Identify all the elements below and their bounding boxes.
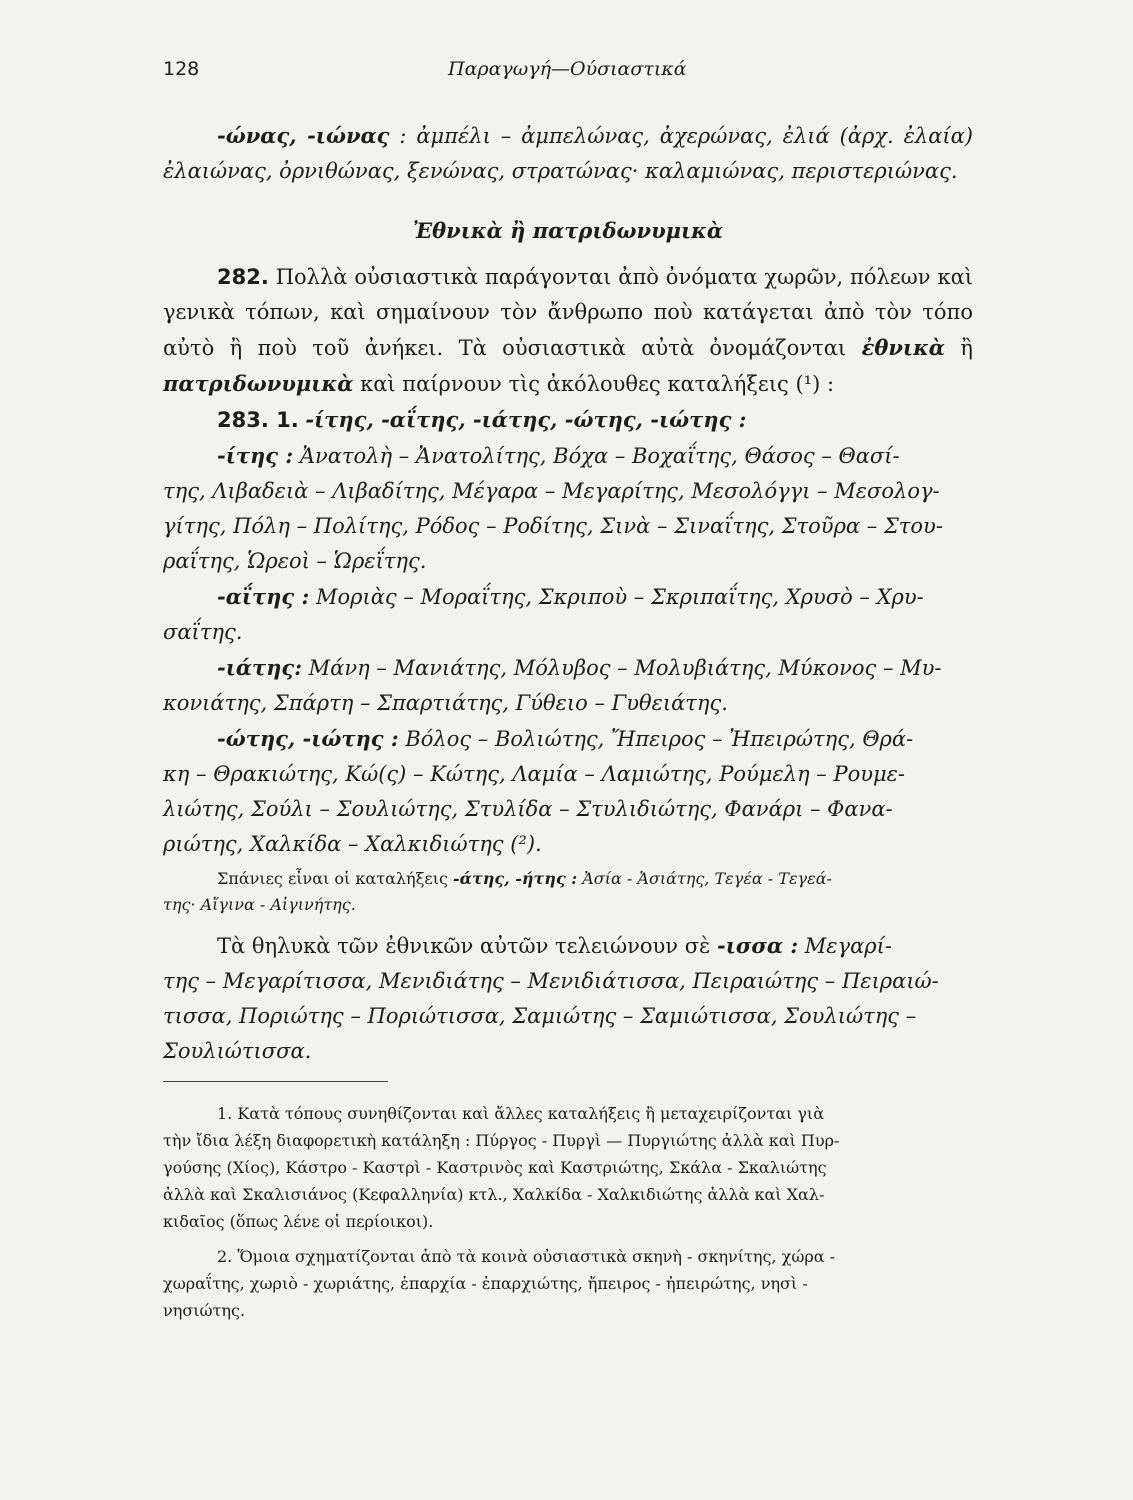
paragraph-number: 282. (217, 265, 269, 289)
iatis-block (163, 650, 973, 721)
footnote-line: τὴν ἴδια λέξη διαφορετικὴ κατάληξη : Πύργος - Πυργὶ — Πυργιώτης ἀλλὰ καὶ Πυρ- (163, 1131, 840, 1150)
paragraph-text-end: καὶ παίρνουν τὶς ἀκόλουθες καταλήξεις (¹) : (360, 372, 835, 396)
paragraph-283 (163, 402, 973, 438)
section-heading: Ἐθνικὰ ἢ πατριδωνυμικὰ (412, 218, 724, 243)
page-body (163, 118, 973, 1324)
footnote-line: 1. Κατὰ τόπους συνηθίζονται καὶ ἄλλες καταλήξεις ἢ μεταχειρίζονται γιὰ (217, 1104, 825, 1123)
example-line: Μοριὰς – Μοραΐτης, Σκριποὺ – Σκριπαΐτης, Χρυσὸ – Χρυ- (315, 585, 924, 609)
intro-suffix: -ώνας, -ιώνας (217, 123, 390, 148)
rare-suffix-note (163, 866, 973, 918)
example-line: Σουλιώτισσα. (163, 1039, 312, 1063)
suffix-label: -ίτης : (217, 443, 294, 468)
footnote-line: νησιώτης. (163, 1301, 246, 1320)
note-examples-cont: της· Αἴγινα - Αἰγινήτης. (163, 895, 356, 914)
feminine-suffix: -ισσα : (717, 933, 799, 958)
example-line: της, Λιβαδειὰ – Λιβαδίτης, Μέγαρα – Μεγαρίτης, Μεσολόγγι – Μεσολογ- (163, 479, 940, 503)
footnote-line: 2. Ὅμοια σχηματίζονται ἀπὸ τὰ κοινὰ οὐσιαστικὰ σκηνὴ - σκηνίτης, χώρα - (217, 1247, 836, 1266)
example-line: Ἀνατολὴ – Ἀνατολίτης, Βόχα – Βοχαΐτης, Θάσος – Θασί- (299, 444, 900, 468)
footnote-divider (163, 1081, 388, 1082)
aitis-block (163, 579, 973, 650)
itis-block (163, 438, 973, 579)
suffix-label: -αΐτης : (217, 584, 310, 609)
page-header (163, 58, 973, 88)
note-examples: Ἀσία - Ἀσιάτης, Τεγέα - Τεγεά- (582, 869, 832, 888)
intro-paragraph (163, 118, 973, 189)
paragraph-text: Πολλὰ οὐσιαστικὰ παράγονται ἀπὸ ὀνόματα χωρῶν, πόλεων καὶ γενικὰ τόπων, καὶ σημαίνουν τὸν ἄνθρωπο ποὺ κατάγεται ἀπὸ τὸν τόπο αὐτὸ ἢ ποὺ τοῦ ἀνήκει. Τὰ οὐσιαστικὰ αὐτὰ ὀνομάζονται (163, 265, 973, 360)
example-line: ριώτης, Χαλκίδα – Χαλκιδιώτης (²). (163, 832, 542, 856)
term-patridonymika: πατριδωνυμικὰ (163, 371, 354, 396)
suffix-label: -ώτης, -ιώτης : (217, 726, 399, 751)
otis-block (163, 721, 973, 862)
example-line: Μάνη – Μανιάτης, Μόλυβος – Μολυβιάτης, Μύκονος – Μυ- (308, 656, 942, 680)
footnote-line: κιδαῖος (ὅπως λένε οἱ περίοικοι). (163, 1212, 434, 1231)
suffix-list: -ίτης, -αΐτης, -ιάτης, -ώτης, -ιώτης : (305, 407, 747, 432)
note-suffixes: -άτης, -ήτης : (453, 869, 578, 888)
footnote-line: χωραΐτης, χωριὸ - χωριάτης, ἐπαρχία - ἐπαρχιώτης, ἤπειρος - ἠπειρώτης, νησὶ - (163, 1274, 808, 1293)
footnote-line: ἀλλὰ καὶ Σκαλισιάνος (Κεφαλληνία) κτλ., Χαλκίδα - Χαλκιδιώτης ἀλλὰ καὶ Χαλ- (163, 1185, 825, 1204)
example-line: τισσα, Ποριώτης – Ποριώτισσα, Σαμιώτης – Σαμιώτισσα, Σουλιώτης – (163, 1004, 917, 1028)
running-title: Παραγωγή—Ούσιαστικά (448, 58, 687, 80)
example-line: ραΐτης, Ὡρεοὶ – Ὡρεΐτης. (163, 549, 427, 573)
intro-text: : ἀμπέλι – ἀμπελώνας, ἀχερώνας, ἐλιά (ἀρχ. ἐλαία) ἐλαιώνας, ὀρνιθώνας, ξενώνας, στρατώνας· καλαμιώνας, περιστεριώνας. (163, 124, 973, 183)
paragraph-282 (163, 260, 973, 402)
term-ethnika: ἐθνικὰ (861, 335, 945, 360)
example-line: λιώτης, Σούλι – Σουλιώτης, Στυλίδα – Στυλιδιώτης, Φανάρι – Φανα- (163, 797, 893, 821)
suffix-label: -ιάτης: (217, 655, 302, 680)
example-line: σαΐτης. (163, 620, 243, 644)
example-line: της – Μεγαρίτισσα, Μενιδιάτης – Μενιδιάτισσα, Πειραιώτης – Πειραιώ- (163, 969, 939, 993)
footnote-line: γούσης (Χίος), Κάστρο - Καστρὶ - Καστρινὸς καὶ Καστριώτης, Σκάλα - Σκαλιώτης (163, 1158, 827, 1177)
example-line: Βόλος – Βολιώτης, Ἤπειρος – Ἠπειρώτης, Θρά- (405, 727, 914, 751)
feminine-paragraph (163, 928, 973, 1069)
page-number: 128 (163, 58, 200, 80)
example-line: κη – Θρακιώτης, Κώ(ς) – Κώτης, Λαμία – Λαμιώτης, Ρούμελη – Ρουμε- (163, 762, 905, 786)
example-line: Μεγαρί- (804, 934, 892, 958)
paragraph-number: 283. 1. (217, 408, 299, 432)
footnote-1 (163, 1100, 973, 1235)
note-text: Σπάνιες εἶναι οἱ καταλήξεις (217, 869, 448, 888)
example-line: γίτης, Πόλη – Πολίτης, Ρόδος – Ροδίτης, Σινὰ – Σιναΐτης, Στοῦρα – Στου- (163, 514, 943, 538)
footnote-2 (163, 1243, 973, 1324)
feminine-text: Τὰ θηλυκὰ τῶν ἐθνικῶν αὐτῶν τελειώνουν σὲ (217, 934, 711, 958)
conjunction: ἢ (960, 336, 973, 360)
example-line: κονιάτης, Σπάρτη – Σπαρτιάτης, Γύθειο – Γυθειάτης. (163, 691, 728, 715)
